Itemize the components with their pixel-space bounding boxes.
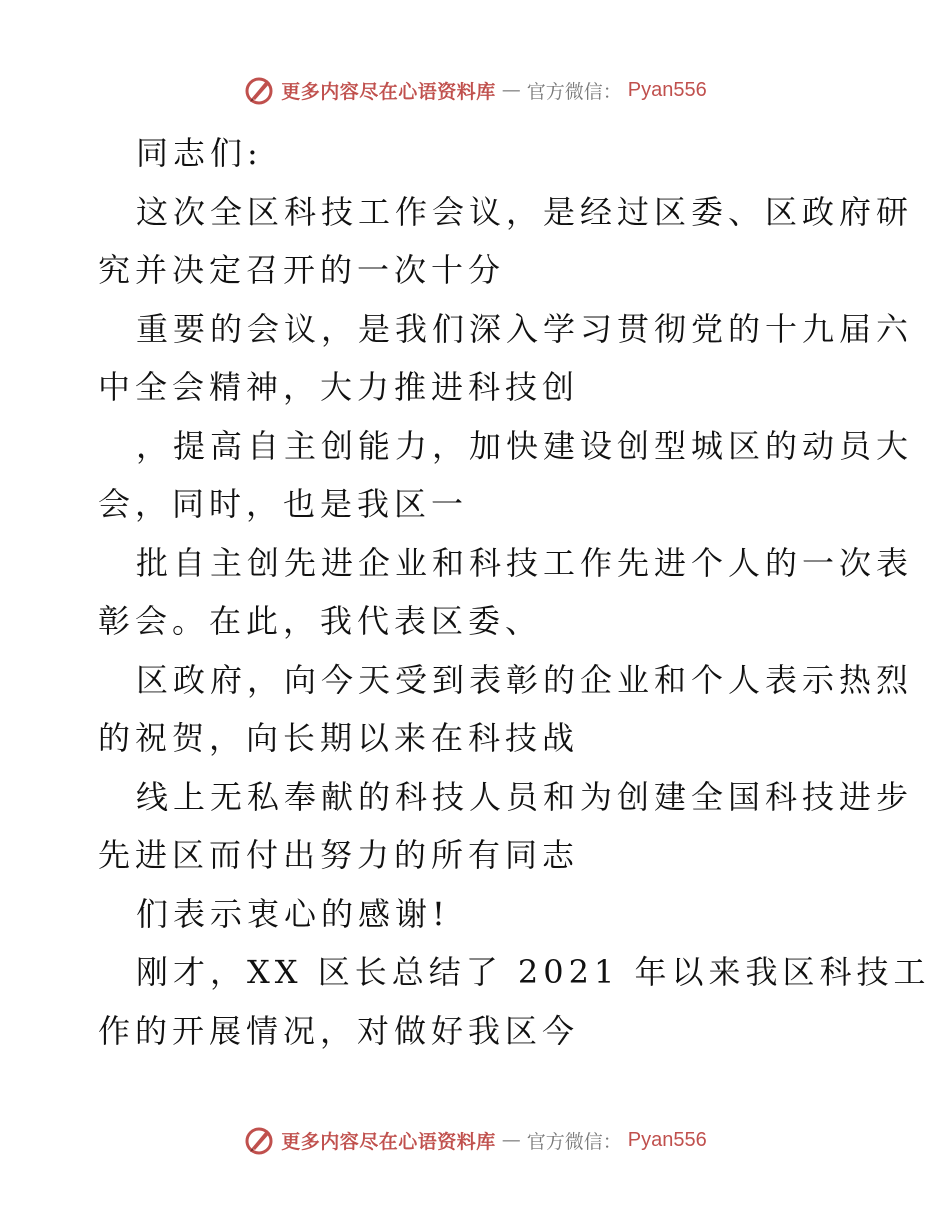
banner-wechat-id: Pyan556 [627,1128,707,1151]
quill-seal-icon [243,74,275,106]
text-line: 的祝贺，向长期以来在科技战 [98,719,580,757]
text-line: 作的开展情况，对做好我区今 [98,1011,580,1050]
text-line: 先进区而付出努力的所有同志 [98,836,580,874]
banner-wechat-id: Pyan556 [627,78,707,101]
text-line: 中全会精神，大力推进科技创 [98,368,580,406]
banner-wechat-label: 官方微信： [526,80,622,103]
text-line: 同志们: [136,134,263,172]
text-line: 批自主创先进企业和科技工作先进个人的一次表 [136,543,914,582]
banner-main-text: 更多内容尽在心语资料库 [281,1130,496,1153]
text-line: 们表示衷心的感谢! [136,894,450,933]
text-line: 这次全区科技工作会议，是经过区委、区政府研 [136,192,914,231]
text-line: ，提高自主创能力，加快建设创型城区的动员大 [136,426,914,465]
header-banner [0,70,950,110]
speech-body [98,124,931,1060]
text-line: 重要的会议，是我们深入学习贯彻党的十九届六 [136,309,914,348]
banner-separator: — [501,79,521,101]
text-line: 究并决定召开的一次十分 [98,251,506,289]
text-line: 彰会。在此，我代表区委、 [98,602,543,640]
banner-wechat-label: 官方微信： [526,1130,622,1153]
text-line: 线上无私奉献的科技人员和为创建全国科技进步 [136,777,914,816]
text-line: 区政府，向今天受到表彰的企业和个人表示热烈 [136,660,914,699]
quill-seal-icon [243,1124,275,1156]
text-line: 刚才，XX 区长总结了 2021 年以来我区科技工 [136,953,931,991]
banner-main-text: 更多内容尽在心语资料库 [281,80,496,103]
footer-banner [0,1120,950,1160]
banner-separator: — [501,1129,521,1151]
text-line: 会，同时，也是我区一 [98,485,469,523]
